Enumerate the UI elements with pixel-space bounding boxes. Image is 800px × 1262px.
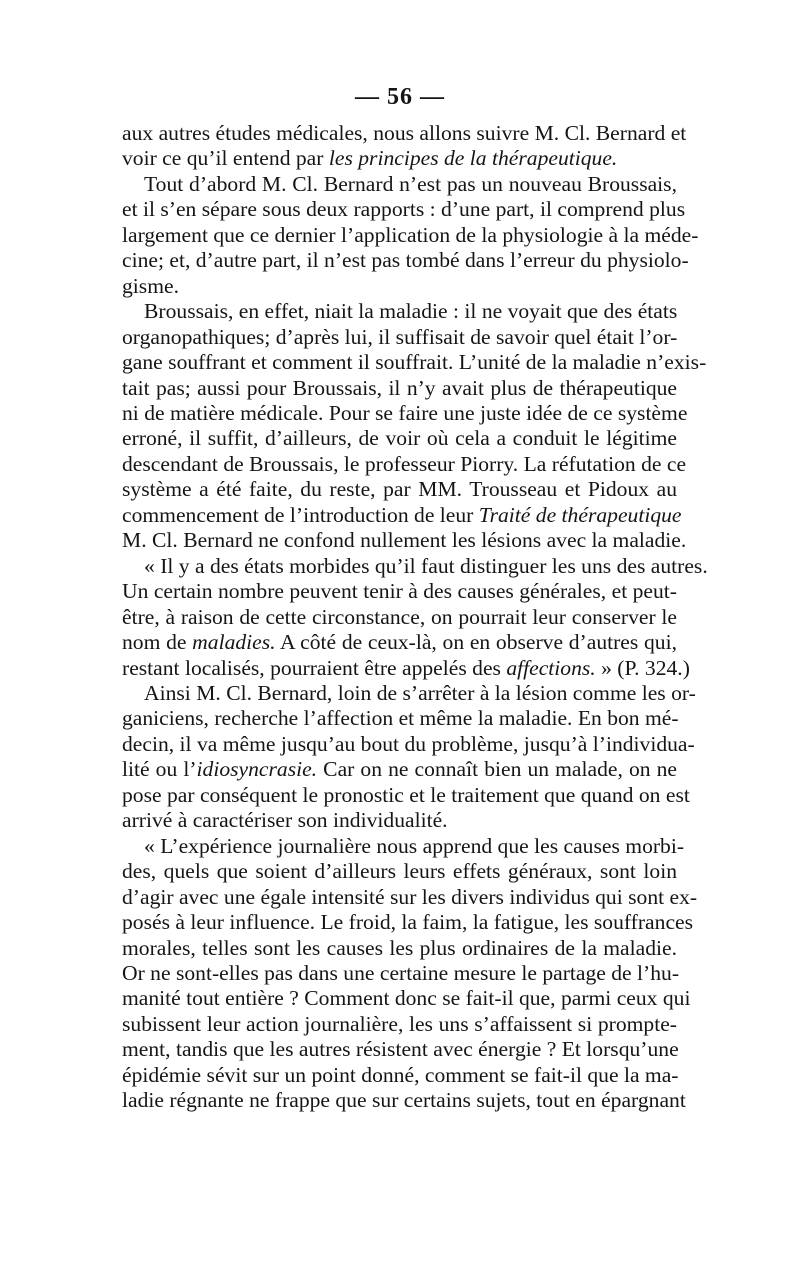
text-line: M. Cl. Bernard ne confond nullement les lésions avec la maladie. [122,528,687,553]
text-line: cine; et, d’autre part, il n’est pas tombé dans l’erreur du physiolo- [122,248,689,273]
text-line [122,502,682,528]
text-line: des, quels que soient d’ailleurs leurs effets généraux, sont loin [122,859,677,884]
page-number: — 56 — [355,84,445,110]
italic-text: idiosyncrasie. [196,757,318,782]
text-run: commencement de l’introduction de leur [122,502,479,527]
text-line: et il s’en sépare sous deux rapports : d’une part, il comprend plus [122,197,686,222]
text-line: tait pas; aussi pour Broussais, il n’y avait plus de thérapeutique [122,375,677,400]
text-line [122,146,677,171]
text-line: aux autres études médicales, nous allons suivre M. Cl. Bernard et [122,121,687,145]
text-run: Car on ne connaît bien un malade, on ne [317,757,677,782]
text-line: ment, tandis que les autres résistent avec énergie ? Et lorsqu’une [122,1037,679,1062]
text-line: Or ne sont-elles pas dans une certaine mesure le partage de l’hu- [122,960,680,985]
text-line: arrivé à caractériser son individualité. [122,808,448,833]
text-line: subissent leur action journalière, les uns s’affaissent si promptе- [122,1011,677,1036]
text-line: « L’expérience journalière nous apprend que les causes morbi- [144,833,685,858]
text-line: épidémie sévit sur un point donné, comment se fait-il que la ma- [122,1062,679,1087]
text-line: gane souffrant et comment il souffrait. L’unité de la maladie n’exis- [122,350,707,375]
text-line: pose par conséquent le pronostic et le traitement que quand on est [122,782,690,807]
italic-text: maladies. [192,630,276,655]
text-line: gisme. [122,273,179,298]
text-run: A côté de ceux-là, on en observe d’autres qui, [275,630,677,655]
italic-text: les principes de la thérapeutique. [328,146,618,171]
italic-text: affections. [506,655,596,680]
text-line: « Il y a des états morbides qu’il faut distinguer les uns des autres. [144,553,708,578]
text-line: organopathiques; d’après lui, il suffisait de savoir quel était l’or- [122,324,678,349]
text-line: morales, telles sont les causes les plus ordinaires de la maladie. [122,935,677,960]
text-line: erroné, il suffit, d’ailleurs, de voir où cela a conduit le légitime [122,426,677,451]
text-run: voir ce qu’il entend par [122,146,329,171]
text-line [122,630,677,655]
text-line: posés à leur influence. Le froid, la faim, la fatigue, les souffrances [122,910,694,935]
text-line: d’agir avec une égale intensité sur les divers individus qui sont ex- [122,884,698,909]
text-line: largement que ce dernier l’application de la physiologie à la méde- [122,222,699,247]
text-line: ganiciens, recherche l’affection et même la maladie. En bon mé- [122,706,679,731]
text-line: Broussais, en effet, niait la maladie : il ne voyait que des états [144,299,678,324]
text-line: être, à raison de cette circonstance, on pourrait leur conserver le [122,604,677,629]
text-line: Un certain nombre peuvent tenir à des causes générales, et peut- [122,579,677,604]
text-run: nom de [122,630,193,655]
text-line: ni de matière médicale. Pour se faire une juste idée de ce système [122,400,688,425]
text-run: restant localisés, pourraient être appelés des [122,655,507,680]
text-run: » (P. 324.) [595,655,690,680]
text-line: descendant de Broussais, le professeur Piorry. La réfutation de ce [122,451,687,476]
text-line [122,757,677,782]
text-line: Tout d’abord M. Cl. Bernard n’est pas un nouveau Broussais, [144,171,677,196]
text-line: Ainsi M. Cl. Bernard, loin de s’arrêter à la lésion comme les or- [144,680,696,705]
text-run: lité ou l’ [122,757,197,782]
text-line: decin, il va même jusqu’au bout du problème, jusqu’à l’individua- [122,731,695,756]
text-line: ladie régnante ne frappe que sur certains sujets, tout en épargnant [122,1088,686,1113]
text-line: système a été faite, du reste, par MM. Trousseau et Pidoux au [122,477,677,502]
text-line [122,655,690,681]
text-line: manité tout entière ? Comment donc se fait-il que, parmi ceux qui [122,986,691,1011]
body-text [122,121,708,1114]
italic-text: Traité de thérapeutique [478,502,682,527]
